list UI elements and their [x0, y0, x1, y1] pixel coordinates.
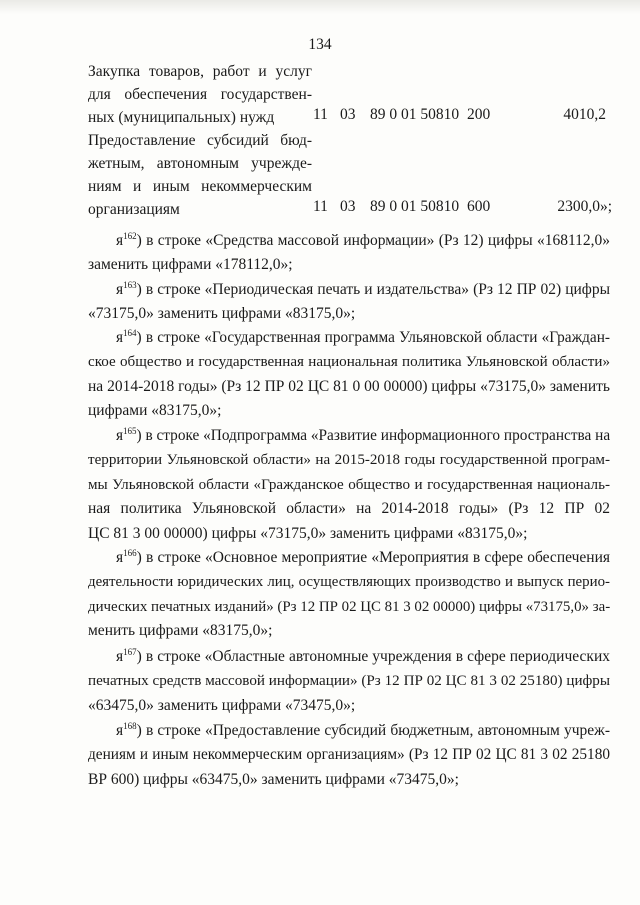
item-number: 165	[123, 426, 137, 436]
item-marker: я	[116, 281, 124, 298]
paragraph-line	[88, 645, 610, 669]
amendment-paragraph	[88, 424, 610, 546]
paragraph-text: ) в строке «Основное мероприятие «Мероприятия в сфере обеспечения	[136, 549, 610, 566]
rz-code: 11	[313, 106, 328, 123]
row-description	[88, 129, 312, 221]
paragraph-line: ная политика Ульяновской области» на 2014-2018 годы» (Рз 12 ПР 02	[88, 500, 610, 518]
paragraph-text: ) в строке «Предоставление субсидий бюджетным, автономным учреж-	[136, 722, 610, 739]
paragraph-line: деятельности юридических лиц, осуществляющих производство и выпуск перио-	[88, 574, 610, 591]
description-line: Закупка товаров, работ и услуг	[88, 63, 312, 80]
paragraph-line: «73175,0» заменить цифрами «83175,0»;	[88, 305, 356, 323]
paragraph-line	[88, 546, 610, 570]
paragraph-line: дических печатных изданий» (Рз 12 ПР 02 ЦС 81 3 02 00000) цифры «73175,0» за-	[88, 598, 611, 615]
item-number: 163	[123, 280, 137, 290]
amount: 2300,0»;	[557, 198, 612, 215]
amendment-paragraph	[88, 278, 610, 327]
item-marker: я	[116, 648, 124, 665]
vr-code: 200	[467, 106, 491, 123]
description-line: ных (муниципальных) нужд	[88, 109, 275, 126]
paragraph-line	[88, 229, 610, 253]
amount: 4010,2	[563, 106, 606, 123]
item-marker: я	[116, 427, 124, 444]
vr-code: 600	[467, 198, 491, 215]
paragraph-text: ) в строке «Периодическая печать и издательства» (Рз 12 ПР 02) цифры	[136, 281, 610, 298]
paragraph-line: заменить цифрами «178112,0»;	[88, 256, 293, 274]
paragraph-line	[88, 278, 610, 302]
pr-code: 03	[340, 198, 356, 215]
item-number: 164	[123, 328, 137, 338]
page-number: 134	[308, 36, 332, 53]
description-line: ниям и иным некоммерческим	[88, 178, 312, 195]
paragraph-text: ) в строке «Государственная программа Ульяновской области «Граждан-	[136, 329, 610, 346]
paragraph-text: ) в строке «Подпрограмма «Развитие информационного пространства на	[136, 427, 611, 444]
item-number: 162	[123, 231, 137, 241]
paragraph-line	[88, 326, 610, 350]
paragraph-line: ское общество и государственная национальная политика Ульяновской области»	[88, 354, 610, 371]
item-marker: я	[116, 549, 124, 566]
paragraph-line	[88, 424, 610, 448]
paragraph-line: ВР 600) цифры «63475,0» заменить цифрами «73475,0»;	[88, 770, 459, 788]
pr-code: 03	[340, 106, 356, 123]
paragraph-line: ЦС 81 3 00 00000) цифры «73175,0» заменить цифрами «83175,0»;	[88, 524, 528, 542]
cs-code: 89 0 01 50810	[370, 106, 460, 123]
amendment-paragraph	[88, 546, 610, 644]
row-description	[88, 60, 312, 129]
description-line: для обеспечения государствен-	[88, 86, 312, 103]
item-marker: я	[116, 232, 124, 249]
scan-edge	[0, 0, 640, 14]
description-line: организациям	[88, 201, 180, 218]
table-row	[0, 129, 640, 221]
item-number: 167	[123, 647, 137, 657]
item-marker: я	[116, 722, 124, 739]
item-marker: я	[116, 329, 124, 346]
paragraph-text: ) в строке «Средства массовой информации» (Рз 12) цифры «168112,0»	[136, 232, 610, 249]
paragraph-line: дениям и иным некоммерческим организациям» (Рз 12 ПР 02 ЦС 81 3 02 25180	[88, 746, 610, 764]
description-line: Предоставление субсидий бюд-	[88, 132, 312, 149]
paragraph-line	[88, 719, 610, 743]
paragraph-text: ) в строке «Областные автономные учреждения в сфере периодических	[136, 648, 610, 665]
paragraph-line: менить цифрами «83175,0»;	[88, 622, 273, 640]
paragraph-line: «63475,0» заменить цифрами «73475,0»;	[88, 696, 356, 714]
amendment-paragraph	[88, 229, 610, 278]
amendment-paragraph	[88, 326, 610, 424]
paragraph-line: печатных средств массовой информации» (Рз 12 ПР 02 ЦС 81 3 02 25180) цифры	[88, 673, 610, 690]
cs-code: 89 0 01 50810	[370, 198, 460, 215]
item-number: 166	[123, 548, 137, 558]
paragraph-line: мы Ульяновской области «Гражданское общество и государственная националь-	[88, 476, 610, 493]
amendment-paragraph	[88, 645, 610, 718]
paragraph-line: на 2014-2018 годы» (Рз 12 ПР 02 ЦС 81 0 00 00000) цифры «73175,0» заменить	[88, 377, 610, 395]
item-number: 168	[123, 721, 137, 731]
description-line: жетным, автономным учрежде-	[88, 155, 312, 172]
paragraph-line: цифрами «83175,0»;	[88, 402, 222, 420]
amendment-paragraph	[88, 719, 610, 792]
paragraph-line: территории Ульяновской области» на 2015-2018 годы государственной програм-	[88, 452, 610, 469]
rz-code: 11	[313, 198, 328, 215]
